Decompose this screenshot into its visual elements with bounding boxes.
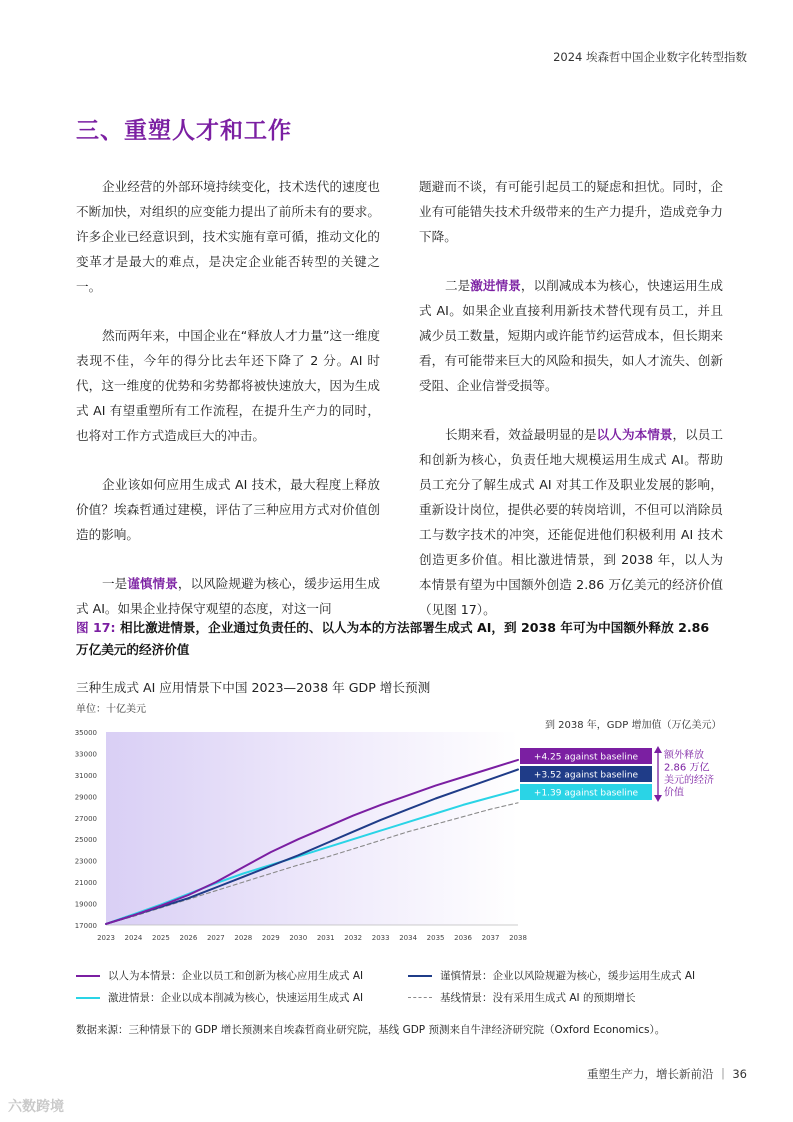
y-tick-label: 25000 [74, 836, 97, 845]
legend-item-people [76, 968, 363, 983]
highlight-people-first: 以人为本情景 [596, 427, 673, 442]
baseline-delta-label: +1.39 against baseline [533, 788, 639, 799]
plot-background [106, 732, 518, 925]
highlight-cautious: 谨慎情景 [127, 576, 178, 591]
text-run: 长期来看，效益最明显的是 [445, 427, 597, 442]
section-title: 三、重塑人才和工作 [76, 118, 292, 144]
x-tick-label: 2036 [454, 934, 472, 942]
text-run: 二是 [445, 278, 471, 293]
legend-item-cautious [408, 968, 695, 983]
y-tick-label: 27000 [74, 814, 97, 823]
bracket-label-line: 2.86 万亿 [664, 762, 710, 774]
bracket-arrow-head [654, 746, 662, 753]
page-footer: 重塑生产力，增长新前沿 ｜ 36 [587, 1067, 747, 1081]
x-tick-label: 2029 [261, 934, 280, 942]
x-tick-label: 2037 [481, 934, 500, 942]
text-run: ，以员工和创新为核心，负责任地大规模运用生成式 AI。帮助员工充分了解生成式 AI 对其工作及职业发展的影响，重新设计岗位，提供必要的转岗培训，不但可以消除员工与数字技术的冲突，还能促进他们积极利用 AI 技术创造更多价值。相比激进情景，到 2038 年，以人为本情景有望为中国额外创造 2.86 万亿美元的经济价值（见图 17）。 [419, 427, 724, 617]
figure-caption [76, 617, 724, 661]
legend-swatch [76, 975, 100, 977]
x-tick-label: 2025 [152, 934, 170, 942]
legend-label: 谨慎情景：企业以风险规避为核心，缓步运用生成式 AI [440, 970, 696, 982]
paragraph: 企业经营的外部环境持续变化，技术迭代的速度也不断加快，对组织的应变能力提出了前所未有的要求。许多企业已经意识到，技术实施有章可循，推动文化的变革才是最大的难点，是决定企业能否转型的关键之一。 [76, 179, 380, 294]
x-tick-label: 2038 [509, 934, 527, 942]
chart-unit: 单位：十亿美元 [76, 704, 146, 715]
bracket-label-line: 额外释放 [664, 750, 704, 761]
y-tick-label: 33000 [74, 750, 97, 759]
x-tick-label: 2035 [426, 934, 445, 942]
figure-number: 图 17: [76, 620, 116, 635]
paragraph [419, 422, 723, 622]
y-tick-label: 19000 [74, 900, 97, 909]
bracket-label-line: 价值 [664, 787, 684, 799]
y-tick-label: 29000 [74, 793, 97, 802]
left-column [76, 174, 380, 645]
right-column [419, 174, 723, 646]
bracket-arrow-tail [654, 795, 662, 802]
paragraph [419, 273, 723, 398]
legend-label: 激进情景：企业以成本削减为核心，快速运用生成式 AI [108, 992, 364, 1004]
text-run: 一是 [102, 576, 128, 591]
gdp-line-chart [66, 720, 746, 960]
data-source-note: 数据来源：三种情景下的 GDP 增长预测来自埃森哲商业研究院，基线 GDP 预测来自牛津经济研究院（Oxford Economics）。 [76, 1024, 666, 1036]
x-tick-label: 2034 [399, 934, 418, 942]
chart-right-note: 到 2038 年，GDP 增加值（万亿美元） [545, 720, 722, 731]
x-tick-label: 2024 [124, 934, 143, 942]
y-tick-label: 17000 [74, 922, 97, 930]
watermark-logo: 六数跨境 [8, 1099, 64, 1115]
x-tick-label: 2027 [206, 934, 225, 942]
legend-swatch [408, 975, 432, 977]
paragraph: 题避而不谈，有可能引起员工的疑虑和担忧。同时，企业有可能错失技术升级带来的生产力提升，造成竞争力下降。 [419, 179, 723, 244]
x-tick-label: 2028 [234, 934, 253, 942]
baseline-delta-label: +4.25 against baseline [533, 752, 639, 763]
y-tick-label: 23000 [74, 857, 97, 866]
x-tick-label: 2031 [316, 934, 335, 942]
legend-label: 基线情景：没有采用生成式 AI 的预期增长 [440, 992, 636, 1004]
legend-item-aggressive [76, 990, 363, 1005]
y-tick-label: 31000 [74, 771, 97, 780]
chart-title: 三种生成式 AI 应用情景下中国 2023—2038 年 GDP 增长预测 [76, 680, 431, 695]
x-tick-label: 2033 [371, 934, 390, 942]
report-header: 2024 埃森哲中国企业数字化转型指数 [553, 50, 747, 64]
y-tick-label: 35000 [74, 729, 97, 737]
legend-swatch [408, 997, 432, 998]
legend-swatch [76, 997, 100, 999]
baseline-delta-label: +3.52 against baseline [533, 770, 639, 781]
legend-item-baseline [408, 990, 635, 1005]
x-tick-label: 2026 [179, 934, 198, 942]
text-run: ，以风险规避为核心，缓步运用生成式 AI。如果企业持保守观望的态度，对这一问 [76, 576, 381, 616]
paragraph [76, 571, 380, 621]
x-tick-label: 2030 [289, 934, 308, 942]
y-tick-label: 21000 [74, 879, 97, 888]
figure-caption-text: 相比激进情景，企业通过负责任的、以人为本的方法部署生成式 AI，到 2038 年可为中国额外释放 2.86 万亿美元的经济价值 [76, 620, 710, 657]
bracket-label-line: 美元的经济 [664, 775, 714, 786]
text-run: ，以削减成本为核心，快速运用生成式 AI。如果企业直接利用新技术替代现有员工，并且减少员工数量，短期内或许能节约运营成本，但长期来看，有可能带来巨大的风险和损失，如人才流失、创新受阻、企业信誉受损等。 [419, 278, 724, 393]
x-tick-label: 2032 [344, 934, 363, 942]
paragraph: 企业该如何应用生成式 AI 技术，最大程度上释放价值？埃森哲通过建模，评估了三种应用方式对价值创造的影响。 [76, 477, 380, 542]
highlight-aggressive: 激进情景 [470, 278, 521, 293]
legend-label: 以人为本情景：企业以员工和创新为核心应用生成式 AI [108, 970, 364, 982]
x-tick-label: 2023 [97, 934, 115, 942]
paragraph: 然而两年来，中国企业在“释放人才力量”这一维度表现不佳，今年的得分比去年还下降了 2 分。AI 时代，这一维度的优势和劣势都将被快速放大，因为生成式 AI 有望重塑所有工作流程，在提升生产力的同时，也将对工作方式造成巨大的冲击。 [76, 328, 380, 443]
